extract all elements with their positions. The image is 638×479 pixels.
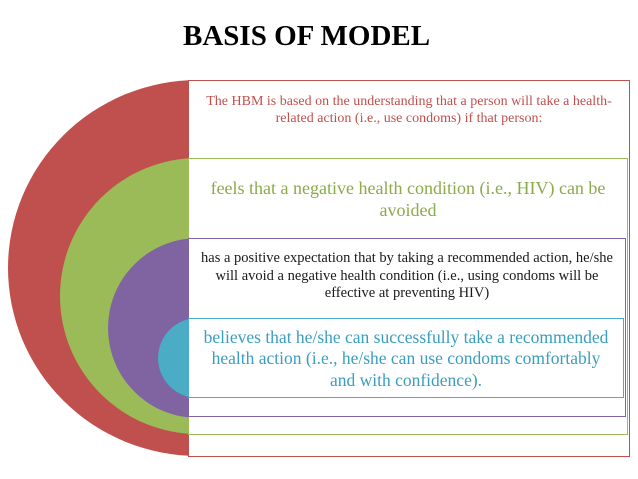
level-3-text: has a positive expectation that by taking a recommended action, he/she will avoid a negative health condition (i.e., using condoms will be effective at preventing HIV) (201, 250, 613, 301)
level-1-text: The HBM is based on the understanding that a person will take a health-related action (i.e., use condoms) if that person: (206, 94, 612, 126)
slide-title: BASIS OF MODEL (183, 20, 431, 52)
level-2-text: feels that a negative health condition (i.e., HIV) can be avoided (210, 178, 606, 220)
level-4-text: believes that he/she can successfully take a recommended health action (i.e., he/she can use condoms comfortably and with confidence). (203, 326, 609, 390)
level-4-box (188, 318, 624, 398)
